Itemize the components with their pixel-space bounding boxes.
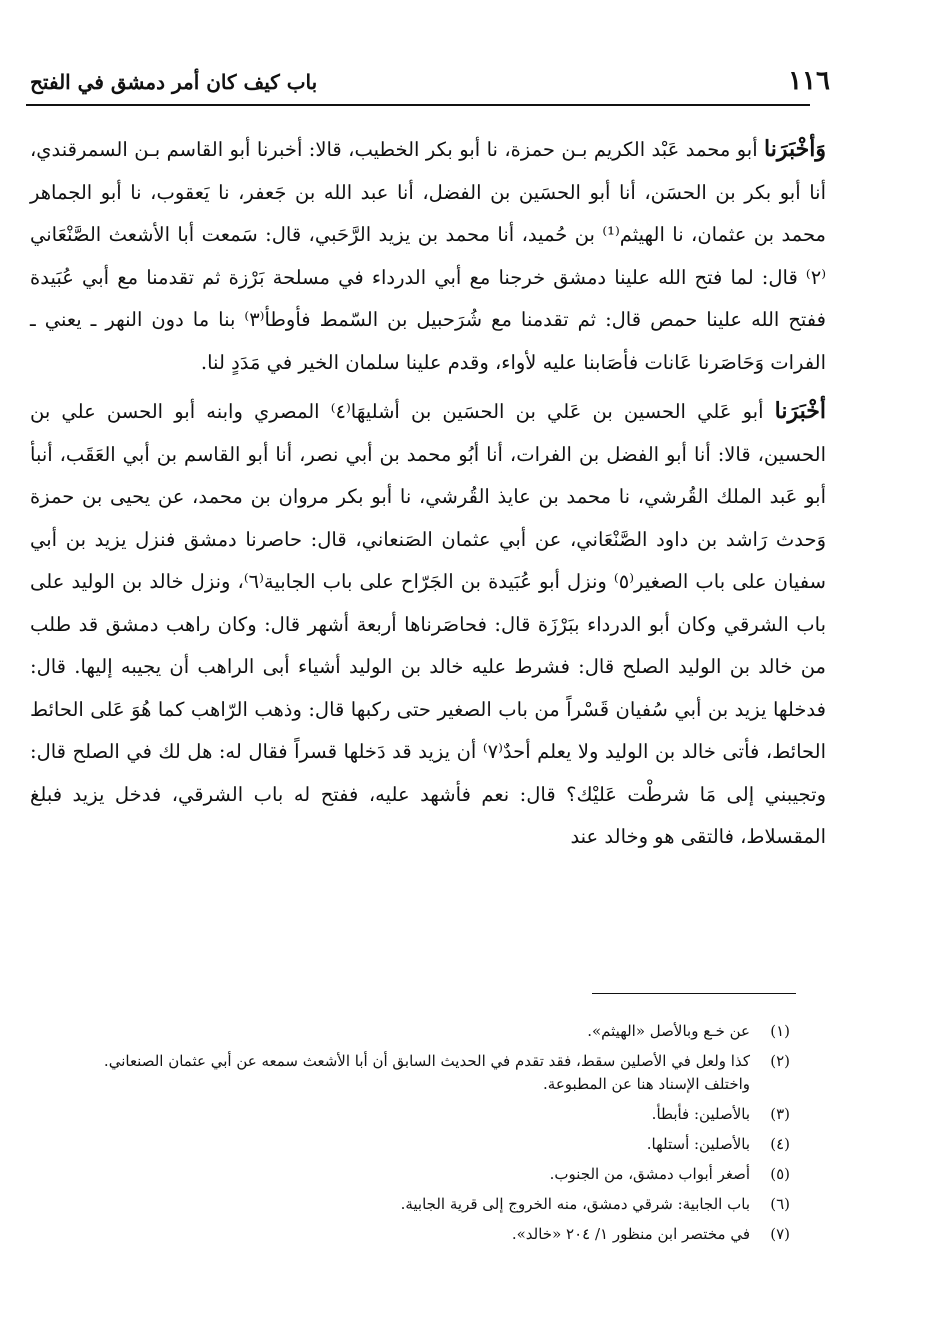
footnote-text-block xyxy=(30,1050,750,1096)
footnote-continuation: واختلف الإسناد هنا عن المطبوعة. xyxy=(543,1075,750,1093)
footnote-number: (٢) xyxy=(770,1052,790,1070)
paragraph-1 xyxy=(30,128,826,384)
footnotes xyxy=(30,1020,790,1253)
footnote xyxy=(30,1163,790,1186)
running-title: باب كيف كان أمر دمشق في الفتح xyxy=(30,70,318,94)
footnote xyxy=(30,1223,790,1246)
page-number: ١١٦ xyxy=(788,66,830,96)
footnote-text: باب الجابية: شرقي دمشق، منه الخروج إلى قرية الجابية. xyxy=(400,1195,750,1213)
footnote-text: بالأصلين: أستلها. xyxy=(646,1135,750,1153)
footnote-number: (٦) xyxy=(770,1195,790,1213)
paragraph-text: أبو عَلي الحسين بن عَلي بن الحسَين بن أشليهَا⁽٤⁾ المصري وابنه أبو الحسن علي بن الحسين، قالا: أنا أبو الفضل بن الفرات، أنا أبُو محمد بن أبي نصر، أنا أبو القاسم بن أبي العَقَب، أنبأ أبو عَبد الملك القُرشي، نا محمد بن عايذ القُرشي، نا أبو بكر مروان بن محمد، عن يحيى بن حمزة وَحدث رَاشد بن داود الصَّنْعَاني، عن أبي عثمان الصَنعاني، قال: حاصرنا دمشق فنزل يزيد بن أبي سفيان على باب الصغير⁽٥⁾ ونزل أبو عُبَيدة بن الجَرّاح على باب الجابية⁽٦⁾، ونزل خالد بن الوليد على باب الشرقي وكان أبو الدرداء ببَرْزَة قال: فحاصَرناها أربعة أشهر قال: وكان راهب دمشق قد طلب من خالد بن الوليد الصلح قال: فشرط عليه خالد بن الوليد أشياء أبى الراهب أن يجيبه إليها. قال: فدخلها يزيد بن أبي سُفيان قَسْراً من باب الصغير حتى ركبها قال: وذهب الرّاهب كما هُوَ عَلى الحائط الحائط، فأتى خالد بن الوليد ولا يعلم أحدٌ⁽٧⁾ أن يزيد قد دَخلها قسراً فقال له: هل لك في الصلح قال: وتجيبني إلى مَا شرطْت عَليْك؟ قال: نعم فأشهد عليه، ففتح له باب الشرقي، فدخل يزيد فبلغ المقسلاط، فالتقى هو وخالد عند xyxy=(30,400,827,848)
footnote-number: (٥) xyxy=(770,1165,790,1183)
footnote-text: في مختصر ابن منظور ١/ ٢٠٤ «خالد». xyxy=(511,1225,750,1243)
footnote-text: عن خـع وبالأصل «الهيثم». xyxy=(587,1022,750,1040)
footnote-separator xyxy=(592,993,796,994)
footnote-text: بالأصلين: فأبطأ. xyxy=(651,1105,750,1123)
footnote-number: (٧) xyxy=(770,1225,790,1243)
page-header xyxy=(30,66,830,102)
main-text xyxy=(30,128,826,859)
paragraph-lead-word: أخْبَرَنا xyxy=(774,398,826,424)
footnote-text: كذا ولعل في الأصلين سقط، فقد تقدم في الحديث السابق أن أبا الأشعث سمعه عن أبي عثمان الصنعاني. xyxy=(103,1052,750,1070)
paragraph-lead-word: وَأخْبَرَنا xyxy=(764,136,826,162)
footnote-number: (٣) xyxy=(770,1105,790,1123)
footnote xyxy=(30,1020,790,1043)
paragraph-2 xyxy=(30,390,826,859)
footnote xyxy=(30,1103,790,1126)
footnote-number: (٤) xyxy=(770,1135,790,1153)
footnote xyxy=(30,1133,790,1156)
paragraph-text: أبو محمد عَبْد الكريم بـن حمزة، نا أبو بكر الخطيب، قالا: أخبرنا أبو القاسم بـن السمرقندي، أنا أبو بكر بن الحسَن، أنا أبو الحسَين بن الفضل، أنا عبد الله بن جَعفر، نا يَعقوب، نا أبو الجماهر محمد بن عثمان، نا الهيثم⁽¹⁾ بن حُميد، أنا محمد بن يزيد الرَّحَبي، قال: سَمعت أبا الأشعث الصَّنْعَاني ⁽٢⁾ قال: لما فتح الله علينا دمشق خرجنا مع أبي الدرداء في مسلحة بَرْزة ثم تقدمنا مع أبي عُبَيدة ففتح الله علينا حمص قال: ثم تقدمنا مع شُرَحبيل بن السّمط فأوطأ⁽٣⁾ بنا ما دون النهر ـ يعني ـ الفرات وَحَاصَرنا عَانات فأصَابنا عليه لأواء، وقدم علينا سلمان الخير في مَدَدٍ لنا. xyxy=(30,138,826,374)
footnote-number: (١) xyxy=(770,1022,790,1040)
footnote-text: أصغر أبواب دمشق، من الجنوب. xyxy=(549,1165,750,1183)
footnote xyxy=(30,1193,790,1216)
footnote xyxy=(30,1050,790,1096)
header-rule xyxy=(26,104,810,106)
